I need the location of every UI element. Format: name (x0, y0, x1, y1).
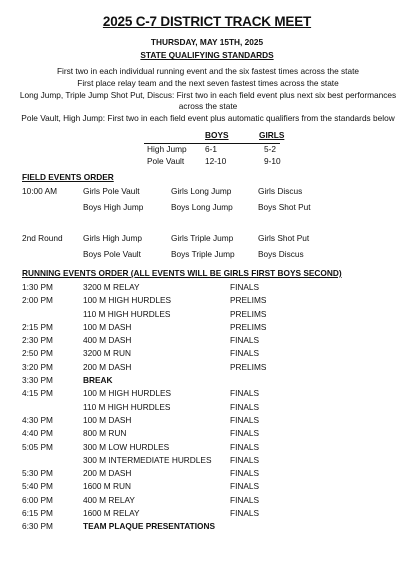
running-event-time: 2:50 PM (22, 348, 53, 359)
field-event-b: Girls Triple Jump (171, 233, 234, 243)
qualifying-boys-mark: 12-10 (205, 156, 227, 166)
qualifying-event: Pole Vault (147, 156, 185, 166)
running-event-name: BREAK (83, 375, 113, 386)
running-event-name: 1600 M RELAY (83, 508, 140, 519)
field-round-time: 10:00 AM (22, 186, 58, 196)
running-event-name: 300 M LOW HURDLES (83, 441, 170, 452)
running-event-name: 110 M HIGH HURDLES (83, 401, 171, 412)
running-event-time: 6:30 PM (22, 521, 53, 532)
running-event-time: 4:40 PM (22, 428, 53, 439)
running-event-round: FINALS (230, 494, 260, 505)
running-event-name: 3200 M RELAY (83, 282, 140, 292)
running-event-time: 5:30 PM (22, 468, 53, 479)
running-events-title: RUNNING EVENTS ORDER (ALL EVENTS WILL BE GIRLS FIRST BOYS SECOND) (22, 268, 342, 278)
field-event-b: Boys Long Jump (171, 202, 233, 212)
running-event-round: FINALS (230, 468, 260, 479)
running-event-time: 1:30 PM (22, 282, 53, 292)
running-event-round: FINALS (230, 414, 260, 425)
qualifying-boys-mark: 6-1 (205, 144, 217, 154)
running-event-name: 400 M DASH (83, 335, 132, 346)
running-event-time: 4:30 PM (22, 414, 53, 425)
running-event-time: 3:30 PM (22, 375, 53, 386)
qualifying-girls-mark: 9-10 (264, 156, 281, 166)
rule-relay: First place relay team and the next seven fastest times across the state (77, 77, 339, 88)
running-event-round: FINALS (230, 388, 260, 399)
field-event-b: Boys Triple Jump (171, 249, 235, 259)
field-event-c: Boys Shot Put (258, 202, 311, 212)
running-event-time: 5:40 PM (22, 481, 53, 492)
qualifying-standards-table (0, 130, 414, 168)
meet-title: 2025 C-7 DISTRICT TRACK MEET (102, 14, 312, 29)
running-event-name: 800 M RUN (83, 428, 127, 439)
running-event-round: PRELIMS (230, 321, 267, 332)
running-event-name: 100 M DASH (83, 414, 132, 425)
running-event-round: PRELIMS (230, 308, 267, 319)
running-event-round: FINALS (230, 282, 260, 292)
qualifying-event: High Jump (147, 144, 187, 154)
field-event-c: Girls Shot Put (258, 233, 310, 243)
running-event-round: FINALS (230, 401, 260, 412)
field-event-a: Boys Pole Vault (83, 249, 141, 259)
running-event-time: 3:20 PM (22, 361, 53, 372)
field-event-a: Boys High Jump (83, 202, 144, 212)
field-events-title: FIELD EVENTS ORDER (22, 172, 114, 182)
running-event-time: 4:15 PM (22, 388, 53, 399)
field-event-a: Girls High Jump (83, 233, 143, 243)
rule-jumps-throws: Long Jump, Triple Jump Shot Put, Discus: First two in each field event plus next six best performances across the state (19, 90, 397, 111)
running-event-name: 200 M DASH (83, 361, 132, 372)
running-event-round: FINALS (230, 441, 260, 452)
running-event-round: FINALS (230, 428, 260, 439)
running-event-name: 100 M HIGH HURDLES (83, 388, 172, 399)
running-event-name: 1600 M RUN (83, 481, 131, 492)
field-event-b: Girls Long Jump (171, 186, 232, 196)
running-event-name: 100 M HIGH HURDLES (83, 295, 172, 306)
girls-column-header: GIRLS (259, 130, 285, 140)
rule-individual: First two in each individual running event and the six fastest times across the state (56, 65, 360, 76)
meet-date: THURSDAY, MAY 15TH, 2025 (150, 36, 264, 47)
running-event-time: 2:30 PM (22, 335, 53, 346)
field-event-a: Girls Pole Vault (83, 186, 140, 196)
running-event-name: 100 M DASH (83, 321, 132, 332)
running-event-time: 6:00 PM (22, 494, 53, 505)
running-event-name: TEAM PLAQUE PRESENTATIONS (83, 521, 215, 532)
rule-vault-high-jump: Pole Vault, High Jump: First two in each field event plus automatic qualifiers from the standards below (21, 113, 395, 124)
running-event-name: 110 M HIGH HURDLES (83, 308, 171, 319)
running-event-time: 6:15 PM (22, 508, 53, 519)
running-event-round: FINALS (230, 508, 260, 519)
running-event-time: 5:05 PM (22, 441, 53, 452)
running-event-round: FINALS (230, 335, 260, 346)
running-event-round: PRELIMS (230, 295, 267, 306)
qualifying-row (0, 156, 414, 168)
qualifying-header (0, 130, 414, 142)
running-event-name: 200 M DASH (83, 468, 132, 479)
running-event-name: 400 M RELAY (83, 494, 135, 505)
field-event-c: Boys Discus (258, 249, 304, 259)
running-event-round: FINALS (230, 481, 260, 492)
running-event-round: FINALS (230, 348, 260, 359)
qualifying-row (0, 144, 414, 156)
running-event-round: PRELIMS (230, 361, 267, 372)
running-event-name: 3200 M RUN (83, 348, 131, 359)
running-event-time: 2:00 PM (22, 295, 53, 306)
field-round-time: 2nd Round (22, 233, 63, 243)
qualifying-girls-mark: 5-2 (264, 144, 276, 154)
running-event-time: 2:15 PM (22, 321, 53, 332)
standards-heading: STATE QUALIFYING STANDARDS (140, 50, 274, 61)
field-event-c: Girls Discus (258, 186, 303, 196)
boys-column-header: BOYS (205, 130, 229, 140)
running-event-name: 300 M INTERMEDIATE HURDLES (83, 454, 212, 465)
running-event-round: FINALS (230, 454, 260, 465)
